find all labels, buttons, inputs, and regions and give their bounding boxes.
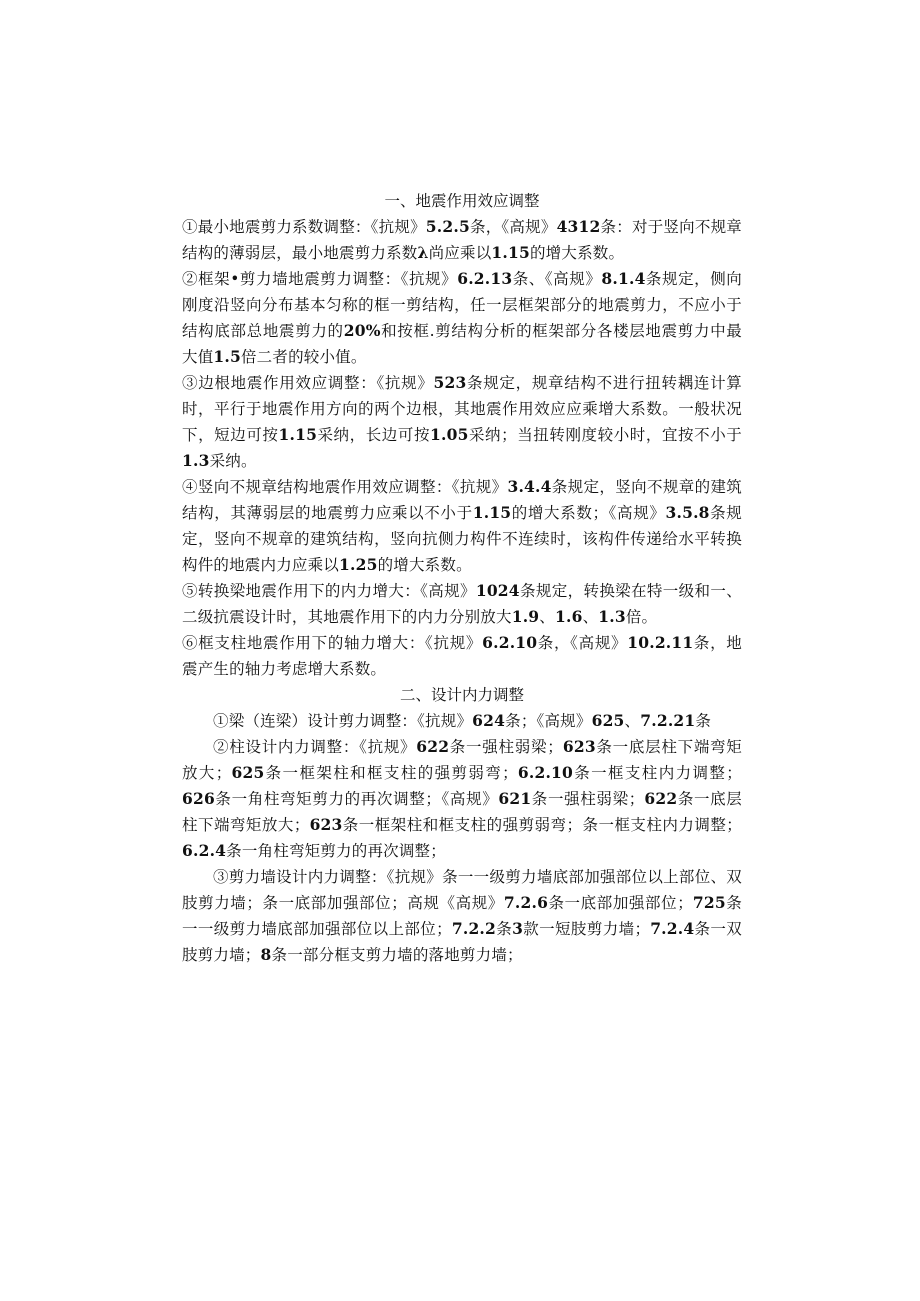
- text-run: 条一角柱弯矩剪力的再次调整；《高规》: [214, 790, 499, 808]
- text-run: ①最小地震剪力系数调整：《抗规》: [182, 218, 426, 236]
- text-run: 倍二者的较小值。: [240, 348, 367, 366]
- text-run: ③边根地震作用效应调整：《抗规》: [182, 374, 434, 392]
- clause-number: 8: [260, 945, 272, 964]
- clause-number: 1.3: [598, 607, 626, 626]
- text-run: 条一底层柱下端弯矩放大；: [182, 738, 742, 782]
- clause-number: 7.2.4: [650, 919, 695, 938]
- clause-number: 625: [231, 763, 265, 782]
- clause-number: 6.2.10: [517, 763, 574, 782]
- clause-number: 1.25: [339, 555, 378, 574]
- clause-number: 6.2.4: [182, 841, 227, 860]
- section-2-title: 二、设计内力调整: [399, 686, 524, 704]
- text-run: 条一框架柱和框支柱的强剪弱弯；: [264, 764, 518, 782]
- clause-number: 1.3: [182, 451, 210, 470]
- section-2-item: [182, 708, 742, 734]
- text-run: 条一框支柱内力调整；: [573, 764, 742, 782]
- text-run: ③剪力墙设计内力调整：《抗规》条一一级剪力墙底部加强部位以上部位、双肢剪力墙；条一底部加强部位；高规《高规》: [182, 868, 742, 912]
- clause-number: 622: [416, 737, 450, 756]
- text-run: ②框架•剪力墙地震剪力调整：《抗规》: [182, 270, 458, 288]
- clause-number: 621: [498, 789, 532, 808]
- section-1-item: [182, 214, 742, 266]
- text-run: 的增大系数。: [529, 244, 625, 262]
- text-run: 的增大系数。: [377, 556, 472, 574]
- section-1-title: 一、地震作用效应调整: [384, 192, 540, 210]
- text-run: 条一强柱弱梁；: [531, 790, 645, 808]
- text-run: 条一底层柱下端弯矩放大；: [182, 790, 742, 834]
- text-run: 条: [695, 712, 712, 730]
- text-run: 条规定，规章结构不进行扭转耦连计算时，平行于地震作用方向的两个边根，其地震作用效应应乘增大系数。一般状况下，短边可按: [182, 374, 743, 444]
- text-run: 条一双肢剪力墙；: [182, 920, 742, 964]
- clause-number: 1.5: [213, 347, 241, 366]
- clause-number: 1.15: [472, 503, 512, 522]
- section-2-item: [182, 734, 742, 864]
- text-run: 条，地震产生的轴力考虑增大系数。: [182, 634, 742, 678]
- clause-number: 622: [644, 789, 678, 808]
- clause-number: 4312: [556, 217, 601, 236]
- clause-number: 3.5.8: [665, 503, 710, 522]
- document-page: [182, 188, 742, 968]
- text-run: 条: [496, 920, 513, 938]
- text-run: 倍。: [625, 608, 658, 626]
- text-run: 采纳；当扭转刚度较小时，宜按不小于: [468, 426, 742, 444]
- section-2-item: [182, 864, 742, 968]
- text-run: 采纳，长边可按: [317, 426, 431, 444]
- clause-number: 20%: [343, 321, 381, 340]
- clause-number: 7.2.21: [640, 711, 696, 730]
- text-run: 条；《高规》: [505, 712, 592, 730]
- text-run: 、: [624, 712, 641, 730]
- text-run: 条：对于竖向不规章结构的薄弱层，最小地震剪力系数: [182, 218, 743, 262]
- text-run: 条，《高规》: [469, 218, 557, 236]
- text-run: 条规定，竖向不规章的建筑结构，其薄弱层的地震剪力应乘以不小于: [182, 478, 743, 522]
- clause-number: 523: [433, 373, 467, 392]
- text-run: ①梁（连梁）设计剪力调整：《抗规》: [213, 712, 473, 730]
- section-2-body: [182, 708, 742, 968]
- text-run: 条一一级剪力墙底部加强部位以上部位；: [182, 894, 742, 938]
- text-run: 条规定，侧向刚度沿竖向分布基本匀称的框一剪结构，任一层框架部分的地震剪力，不应小于结构底部总地震剪力的: [182, 270, 742, 340]
- text-run: 条规定，转换梁在特一级和一、二级抗震设计时，其地震作用下的内力分别放大: [182, 582, 742, 626]
- clause-number: 5.2.5: [425, 217, 470, 236]
- clause-number: 1.05: [430, 425, 469, 444]
- text-run: 条规定，竖向不规章的建筑结构，竖向抗侧力构件不连续时，该构件传递给水平转换构件的地震内力应乘以: [182, 504, 742, 574]
- clause-number: 1.15: [278, 425, 318, 444]
- text-run: 条一部分框支剪力墙的落地剪力墙；: [271, 946, 523, 964]
- clause-number: 1024: [475, 581, 520, 600]
- text-run: 条、《高规》: [512, 270, 602, 288]
- text-run: 尚应乘以: [428, 244, 492, 262]
- text-run: 、: [582, 608, 599, 626]
- text-run: 条一框架柱和框支柱的强剪弱弯；条一框支柱内力调整；: [342, 816, 742, 834]
- text-run: 条，《高规》: [537, 634, 628, 652]
- section-1-item: [182, 630, 742, 682]
- clause-number: 7.2.2: [451, 919, 497, 938]
- clause-number: 623: [309, 815, 343, 834]
- text-run: 条一底部加强部位；: [548, 894, 693, 912]
- clause-number: 6.2.13: [457, 269, 513, 288]
- clause-number: 725: [692, 893, 726, 912]
- clause-number: 623: [562, 737, 596, 756]
- clause-number: 7.2.6: [503, 893, 549, 912]
- clause-number: 626: [182, 789, 215, 808]
- text-run: ②柱设计内力调整：《抗规》: [213, 738, 417, 756]
- section-1-item: [182, 266, 742, 370]
- text-run: 采纳。: [209, 452, 257, 470]
- text-run: 款一短肢剪力墙；: [523, 920, 651, 938]
- clause-number: 8.1.4: [601, 269, 646, 288]
- clause-number: 10.2.11: [627, 633, 694, 652]
- clause-number: 3: [512, 919, 524, 938]
- text-run: 和按框.剪结构分析的框架部分各楼层地震剪力中最大值: [182, 322, 742, 366]
- clause-number: 1.9: [511, 607, 540, 626]
- section-1-item: [182, 474, 742, 578]
- clause-number: 1.6: [554, 607, 583, 626]
- text-run: ⑥框支柱地震作用下的轴力增大：《抗规》: [182, 634, 483, 652]
- section-1-item: [182, 578, 742, 630]
- text-run: 、: [539, 608, 555, 626]
- clause-number: λ: [417, 243, 429, 262]
- section-1-item: [182, 370, 742, 474]
- text-run: 条一强柱弱梁；: [449, 738, 563, 756]
- text-run: 的增大系数；《高规》: [511, 504, 666, 522]
- section-1-body: [182, 214, 742, 682]
- text-run: ⑤转换梁地震作用下的内力增大：《高规》: [182, 582, 476, 600]
- clause-number: 6.2.10: [482, 633, 538, 652]
- clause-number: 625: [591, 711, 625, 730]
- clause-number: 624: [472, 711, 506, 730]
- clause-number: 1.15: [491, 243, 530, 262]
- text-run: 条一角柱弯矩剪力的再次调整；: [226, 842, 446, 860]
- clause-number: 3.4.4: [507, 477, 552, 496]
- text-run: ④竖向不规章结构地震作用效应调整：《抗规》: [182, 478, 508, 496]
